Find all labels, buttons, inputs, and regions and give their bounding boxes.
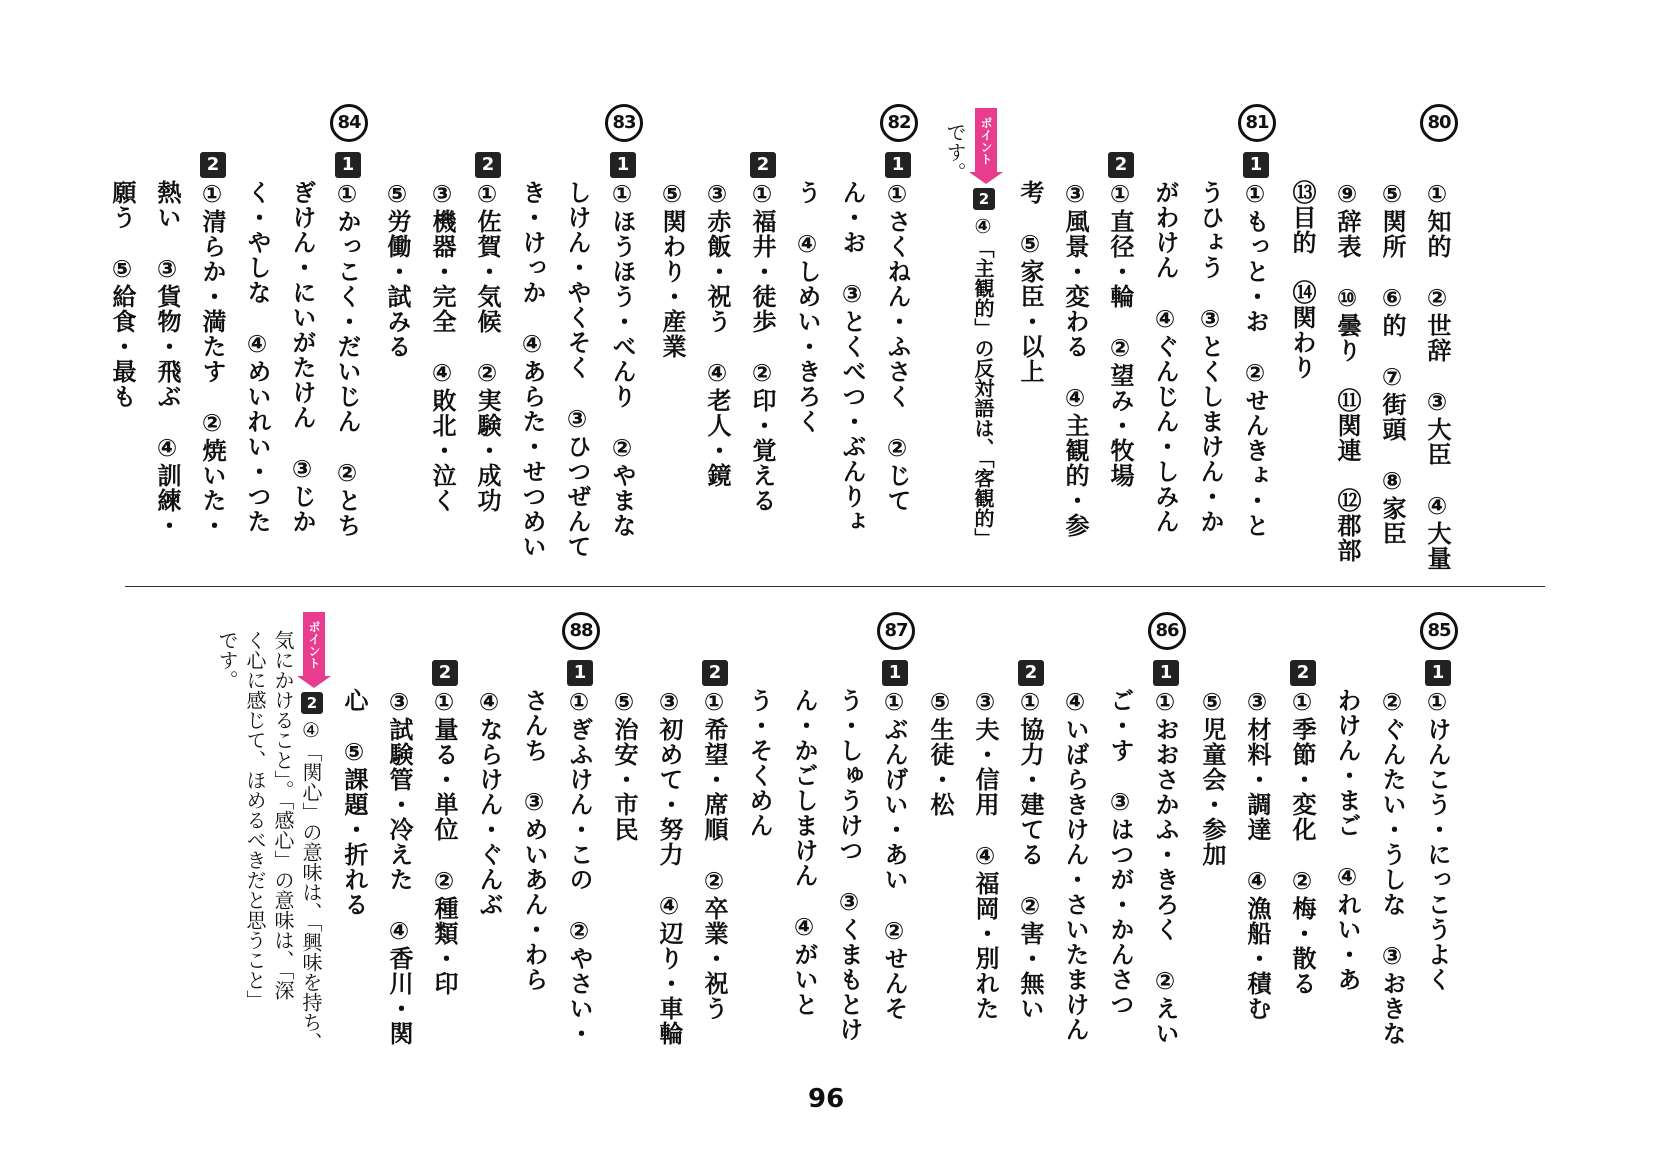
question-number-85: 85 bbox=[1420, 612, 1458, 650]
answer-line: う・しゅうけつ ③くまもとけ bbox=[835, 688, 863, 1042]
section-box-1: 1 bbox=[610, 152, 636, 178]
section-divider bbox=[125, 586, 1545, 587]
answer-line: ③試験管・冷えた ④香川・関 bbox=[385, 688, 413, 1046]
answer-line: ん・かごしまけん ④がいと bbox=[790, 688, 818, 1017]
answer-line: ④ならけん・ぐんぶ bbox=[475, 688, 503, 917]
answer-line: わけん・まご ④れい・あ bbox=[1333, 688, 1361, 992]
answer-line: 熱い ③貨物・飛ぶ ④訓練・ bbox=[153, 180, 181, 538]
point-label: ポイント bbox=[975, 108, 997, 172]
question-number-82: 82 bbox=[880, 104, 918, 142]
answer-line: ①直径・輪 ②望み・牧場 bbox=[1106, 180, 1134, 488]
answer-line: ⑬目的 ⑭関わり bbox=[1288, 180, 1316, 380]
answer-line: ①ぎふけん・この ②やさい・ bbox=[565, 688, 593, 1046]
section-box-2: 2 bbox=[1108, 152, 1134, 178]
page-number: 96 bbox=[808, 1084, 845, 1114]
answer-line: 考 ⑤家臣・以上 bbox=[1016, 180, 1044, 384]
answer-line: ⑤治安・市民 bbox=[610, 688, 638, 842]
answer-line: ⑨辞表 ⑩曇り ⑪関連 ⑫郡部 bbox=[1333, 180, 1361, 563]
answer-line: ①ぶんげい・あい ②せんそ bbox=[880, 688, 908, 1021]
answer-line: がわけん ④ぐんじん・しみん bbox=[1151, 180, 1179, 534]
answer-line: ん・お ③とくべつ・ぶんりょ bbox=[838, 180, 866, 534]
answer-line: 心 ⑤課題・折れる bbox=[340, 688, 368, 917]
question-number-84: 84 bbox=[330, 104, 368, 142]
answer-line: ぎけん・にいがたけん ③じか bbox=[288, 180, 316, 534]
section-box-2: 2 bbox=[200, 152, 226, 178]
answer-line: ①季節・変化 ②梅・散る bbox=[1288, 688, 1316, 996]
answer-line: う ④しめい・きろく bbox=[793, 180, 821, 434]
question-number-81: 81 bbox=[1238, 104, 1276, 142]
section-box-2: 2 bbox=[702, 660, 728, 686]
section-box-1: 1 bbox=[335, 152, 361, 178]
answer-line: 願う ⑤給食・最も bbox=[108, 180, 136, 409]
question-number-87: 87 bbox=[877, 612, 915, 650]
point-text: です。 bbox=[215, 630, 239, 690]
answer-line: ①協力・建てる ②害・無い bbox=[1016, 688, 1044, 1021]
section-box-1: 1 bbox=[885, 152, 911, 178]
answer-line: ④いばらきけん・さいたまけん bbox=[1061, 688, 1089, 1042]
section-box-2: 2 bbox=[1290, 660, 1316, 686]
answer-line: ①佐賀・気候 ②実験・成功 bbox=[473, 180, 501, 513]
question-number-86: 86 bbox=[1148, 612, 1186, 650]
answer-line: ②ぐんたい・うしな ③おきな bbox=[1378, 688, 1406, 1046]
answer-line: き・けっか ④あらた・せつめい bbox=[518, 180, 546, 559]
answer-line: ①おおさかふ・きろく ②えい bbox=[1151, 688, 1179, 1046]
point-text: です。 bbox=[943, 122, 967, 182]
section-box-1: 1 bbox=[567, 660, 593, 686]
answer-line: しけん・やくそく ③ひつぜんて bbox=[563, 180, 591, 559]
answer-line: ③風景・変わる ④主観的・参 bbox=[1061, 180, 1089, 538]
section-box-2: 2 bbox=[475, 152, 501, 178]
point-text: く心に感じて、ほめるべきだと思うこと」 bbox=[243, 630, 267, 1010]
section-box-2: 2 bbox=[1018, 660, 1044, 686]
section-box-2: 2 bbox=[750, 152, 776, 178]
point-label: ポイント bbox=[303, 612, 325, 676]
section-box-1: 1 bbox=[1425, 660, 1451, 686]
section-box-2: 2 bbox=[432, 660, 458, 686]
answer-line: ③機器・完全 ④敗北・泣く bbox=[428, 180, 456, 513]
answer-line: ⑤生徒・松 bbox=[926, 688, 954, 817]
section-box-1: 1 bbox=[1243, 152, 1269, 178]
answer-line: ①さくねん・ふさく ②じて bbox=[883, 180, 911, 513]
section-box-2: 2 bbox=[301, 692, 323, 714]
answer-line: ①もっと・お ②せんきょ・と bbox=[1241, 180, 1269, 538]
answer-line: ①知的 ②世辞 ③大臣 ④大量 bbox=[1423, 180, 1451, 571]
point-text: ④「主観的」の反対語は、「客観的」 bbox=[971, 214, 995, 548]
section-box-2: 2 bbox=[973, 188, 995, 210]
section-box-1: 1 bbox=[882, 660, 908, 686]
answer-line: ⑤児童会・参加 bbox=[1198, 688, 1226, 867]
answer-line: ③夫・信用 ④福岡・別れた bbox=[971, 688, 999, 1021]
answer-line: ①希望・席順 ②卒業・祝う bbox=[700, 688, 728, 1021]
answer-line: ③材料・調達 ④漁船・積む bbox=[1243, 688, 1271, 1021]
answer-line: ⑤労働・試みる bbox=[383, 180, 411, 359]
answer-line: ③初めて・努力 ④辺り・車輪 bbox=[655, 688, 683, 1046]
answer-line: ①けんこう・にっこうよく bbox=[1423, 688, 1451, 992]
answer-line: ①清らか・満たす ②焼いた・ bbox=[198, 180, 226, 538]
answer-line: ③赤飯・祝う ④老人・鏡 bbox=[703, 180, 731, 488]
answer-line: う・そくめん bbox=[745, 688, 773, 838]
answer-line: ①量る・単位 ②種類・印 bbox=[430, 688, 458, 996]
answer-line: ⑤関所 ⑥的 ⑦街頭 ⑧家臣 bbox=[1378, 180, 1406, 546]
answer-line: うひょう ③とくしまけん・か bbox=[1196, 180, 1224, 534]
answer-line: ⑤関わり・産業 bbox=[658, 180, 686, 359]
answer-line: さんち ③めいあん・わら bbox=[520, 688, 548, 992]
question-number-80: 80 bbox=[1420, 104, 1458, 142]
answer-line: く・やしな ④めいれい・つた bbox=[243, 180, 271, 534]
section-box-1: 1 bbox=[1153, 660, 1179, 686]
question-number-88: 88 bbox=[562, 612, 600, 650]
point-text: ④「関心」の意味は、「興味を持ち、 bbox=[299, 718, 323, 1052]
point-text: 気にかけること」。「感心」の意味は、「深 bbox=[271, 630, 295, 1000]
answer-line: ①福井・徒歩 ②印・覚える bbox=[748, 180, 776, 513]
answer-line: ご・す ③はつが・かんさつ bbox=[1106, 688, 1134, 1017]
answer-line: ①かっこく・だいじん ②とち bbox=[333, 180, 361, 538]
answer-line: ①ほうほう・べんり ②やまな bbox=[608, 180, 636, 538]
question-number-83: 83 bbox=[605, 104, 643, 142]
